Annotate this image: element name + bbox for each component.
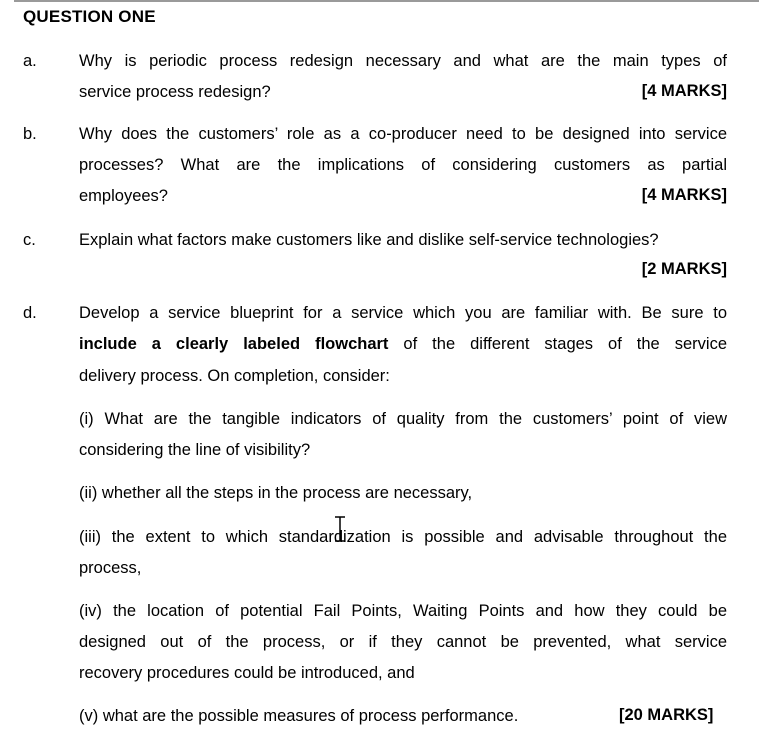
question-heading: QUESTION ONE (23, 7, 156, 26)
question-b-marks: [4 MARKS] (641, 186, 727, 204)
question-c-line-1: Explain what factors make customers like and dislike self-service technologies? (79, 231, 659, 249)
sub-item-iii-line-2: process, (79, 559, 142, 577)
question-b-line-3: employees? (79, 187, 168, 205)
sub-item-v: (v) what are the possible measures of process performance. (79, 707, 519, 725)
question-c-marks: [2 MARKS] (641, 260, 727, 278)
sub-item-iii-line-1: (iii) the extent to which standardization is possible and advisable throughout the (79, 528, 727, 546)
item-letter-c: c. (23, 231, 36, 249)
sub-item-i-line-2: considering the line of visibility? (79, 441, 311, 459)
sub-item-iv-line-1: (iv) the location of potential Fail Points, Waiting Points and how they could be (79, 602, 727, 620)
question-b-line-2: processes? What are the implications of considering customers as partial (79, 156, 727, 174)
question-d-line-2 (79, 334, 727, 354)
question-d-line-1: Develop a service blueprint for a service which you are familiar with. Be sure to (79, 304, 727, 322)
item-letter-b: b. (23, 125, 37, 143)
question-d-marks: [20 MARKS] (619, 706, 714, 724)
question-d-line-3: delivery process. On completion, consider: (79, 367, 390, 385)
top-rule (14, 0, 759, 2)
item-letter-d: d. (23, 304, 37, 322)
question-a-marks: [4 MARKS] (641, 82, 727, 100)
sub-item-iv-line-3: recovery procedures could be introduced, and (79, 664, 415, 682)
question-d-emphasis: include a clearly labeled flowchart (79, 335, 389, 353)
sub-item-i-line-1: (i) What are the tangible indicators of quality from the customers’ point of view (79, 410, 727, 428)
sub-item-iv-line-2: designed out of the process, or if they cannot be prevented, what service (79, 633, 727, 651)
question-a-line-2: service process redesign? (79, 83, 271, 101)
question-b-line-1: Why does the customers’ role as a co-producer need to be designed into service (79, 125, 727, 143)
item-letter-a: a. (23, 52, 37, 70)
question-d-line-2-rest: of the different stages of the service (403, 335, 727, 353)
sub-item-ii: (ii) whether all the steps in the process are necessary, (79, 484, 473, 502)
text-cursor-icon (333, 516, 347, 542)
question-a-line-1: Why is periodic process redesign necessary and what are the main types of (79, 52, 727, 70)
